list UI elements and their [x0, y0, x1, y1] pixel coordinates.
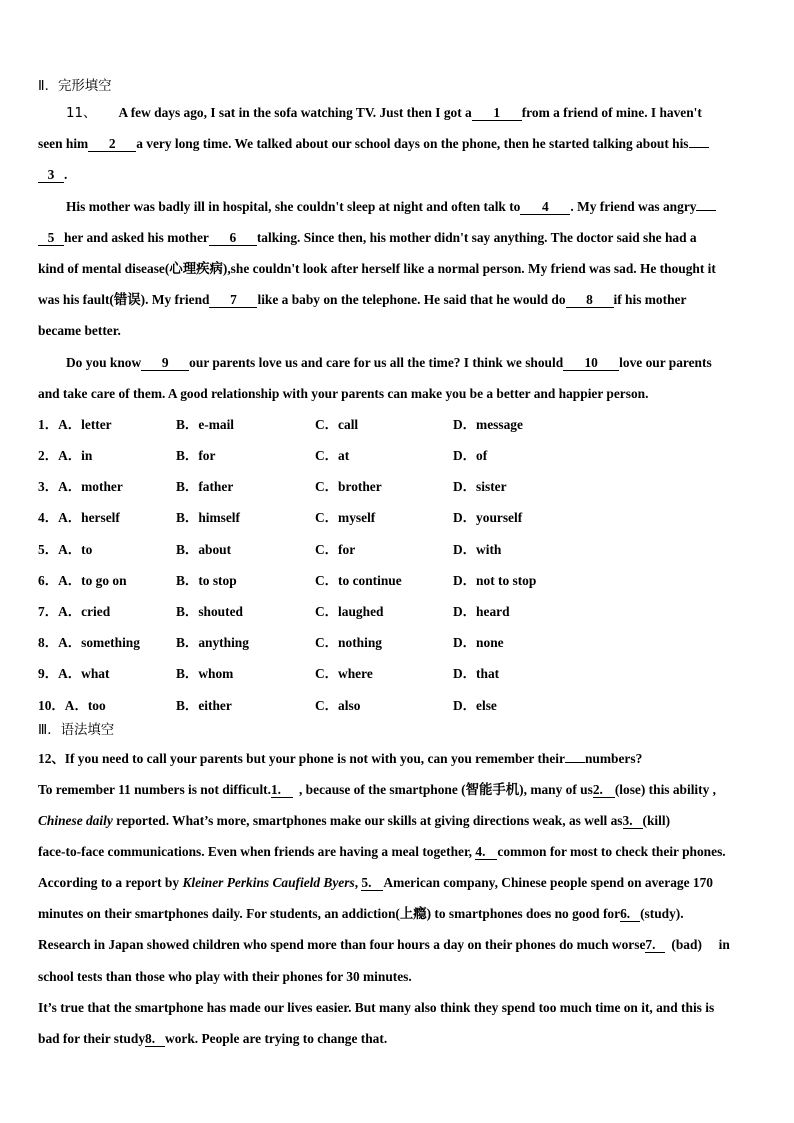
worksheet-page: Ⅱ．完形填空 11、 A few days ago, I sat in the sofa watching TV. Just then I got a 1 from a friend of mine. I haven't seen him 2 a very long time. We talked about our school days on the phone, then he started talking about his 3 . His mother was badly ill in hospital, she couldn't sleep at night and often talk to 4 . My friend was angry 5 her and asked his mother 6 talking. Since then, his mother didn't say anything. The doctor said she had a kind of mental disease(心理疾病),she couldn't look after herself like a normal person. My friend was sad. He thought it was his fault(错误). My friend 7 like a baby on the telephone. He said that he would do 8 if his mother became better. Do you know 9 our parents love us and care for us all the time? I think we should 10 love our parents and take care of them. A good relationship with your parents can make you be a better and happier person. 1．A．letter B．e-mail C．call D．message 2．A．in B．for C．at D．of 3．A．mother B．father C．brother D．sister 4．A．herself B．himself C．myself D．yourself 5．A．to B．about C．for D．with 6．A．to go on B．to stop C．to continue D．not to stop 7．A．cried B．shouted C．laughed D．heard 8．A．something B．anything C．nothing D．none 9．A．what B．whom C．where D．that 10．A．too B．either C．also D．else Ⅲ．语法填空 12、If you need to call your parents but your phone is not with you, can you remember their numbers? To remember 11 numbers is not difficult.1. , because of the smartphone (智能手机), many of us2. (lose) this ability , Chinese daily reported. What’s more, smartphones make our skills at giving directions weak, as well as3. (kill) face-to-face communications. Even when friends are having a meal together, 4. common for most to check their phones. According to a report by Kleiner Perkins Caufield Byers, 5. American company, Chinese people spend on average 170 minutes on their smartphones daily. For students, an addiction(上瘾) to smartphones does no good for6. (study). Research in Japan showed children who spend more than four hours a day on their phones do much worse7. (bad) in school tests than those who play with their phones for 30 minutes. It’s true that the smartphone has made our lives easier. But many also think they spend too much time on it, and this is bad for their study8. work. People are trying to change that. [38, 79, 730, 1046]
option-d[interactable]: D．none [453, 635, 504, 650]
option-b[interactable]: B．himself [176, 510, 240, 525]
grammar-blank-1[interactable]: 1. [271, 782, 293, 798]
option-c[interactable]: C．also [315, 698, 361, 713]
passage-line: 12、If you need to call your parents but your phone is not with you, can you remember their numbers? [38, 751, 643, 766]
passage-line: was his fault(错误). My friend 7 like a baby on the telephone. He said that he would do 8 if his mother [38, 292, 687, 307]
grammar-blank-8[interactable]: 8. [145, 1031, 165, 1047]
option-d[interactable]: D．of [453, 448, 488, 463]
blank-intro[interactable] [565, 762, 585, 763]
grammar-blank-2[interactable]: 2. [593, 782, 615, 798]
blank-5-start[interactable] [696, 210, 716, 211]
option-c[interactable]: C．to continue [315, 573, 402, 588]
option-d[interactable]: D．else [453, 698, 497, 713]
option-d[interactable]: D．message [453, 417, 523, 432]
passage-line: minutes on their smartphones daily. For students, an addiction(上瘾) to smartphones does no good for6. (study). [38, 906, 684, 921]
option-c[interactable]: C．laughed [315, 604, 384, 619]
passage-line: It’s true that the smartphone has made our lives easier. But many also think they spend too much time on it, and this is [38, 1000, 715, 1015]
passage-line: kind of mental disease(心理疾病),she couldn't look after herself like a normal person. My friend was sad. He thought it [38, 261, 716, 276]
option-c[interactable]: C．at [315, 448, 350, 463]
section-2-heading: Ⅱ．完形填空 [38, 79, 112, 94]
option-d[interactable]: D．not to stop [453, 573, 537, 588]
grammar-blank-5[interactable]: 5. [361, 875, 383, 891]
option-b[interactable]: B．whom [176, 666, 234, 681]
blank-7[interactable]: 7 [209, 292, 257, 308]
blank-4[interactable]: 4 [520, 199, 570, 215]
option-c[interactable]: C．call [315, 417, 359, 432]
blank-5[interactable]: 5 [38, 230, 64, 246]
passage-line: 5 her and asked his mother 6 talking. Since then, his mother didn't say anything. The doctor said she had a [38, 229, 697, 247]
grammar-blank-6[interactable]: 6. [620, 906, 640, 922]
option-d[interactable]: D．sister [453, 479, 507, 494]
blank-2[interactable]: 2 [88, 136, 136, 152]
blank-8[interactable]: 8 [566, 292, 614, 308]
option-a[interactable]: A．herself [58, 510, 120, 525]
passage-line: seen him 2 a very long time. We talked about our school days on the phone, then he started talking about his [38, 135, 709, 153]
option-c[interactable]: C．nothing [315, 635, 382, 650]
passage-line: His mother was badly ill in hospital, she couldn't sleep at night and often talk to 4 . My friend was angry [66, 198, 716, 216]
passage-line: face-to-face communications. Even when friends are having a meal together, 4. common for most to check their phones. [38, 844, 726, 859]
passage-line: bad for their study8. work. People are trying to change that. [38, 1031, 388, 1046]
passage-line: To remember 11 numbers is not difficult.1. , because of the smartphone (智能手机), many of us2. (lose) this ability , [38, 782, 717, 797]
blank-10[interactable]: 10 [563, 355, 619, 371]
option-b[interactable]: B．about [176, 542, 232, 557]
passage-line: 3 . [38, 166, 67, 184]
option-b[interactable]: B．either [176, 698, 232, 713]
option-a[interactable]: A．something [58, 635, 140, 650]
option-a[interactable]: A．in [58, 448, 93, 463]
question-number: 11、 [66, 106, 97, 121]
section-3-heading: Ⅲ．语法填空 [38, 723, 115, 738]
passage-line: Do you know 9 our parents love us and care for us all the time? I think we should 10 love our parents [66, 355, 712, 370]
passage-line: Research in Japan showed children who spend more than four hours a day on their phones do much worse7. (bad) in [38, 937, 730, 952]
option-d[interactable]: D．that [453, 666, 500, 681]
passage-line: and take care of them. A good relationship with your parents can make you be a better and happier person. [38, 386, 649, 401]
grammar-blank-3[interactable]: 3. [623, 813, 643, 829]
passage-line: school tests than those who play with their phones for 30 minutes. [38, 969, 412, 984]
option-a[interactable]: A．to [58, 542, 93, 557]
option-d[interactable]: D．with [453, 542, 502, 557]
option-b[interactable]: B．anything [176, 635, 249, 650]
option-a[interactable]: A．what [58, 666, 110, 681]
option-a[interactable]: A．cried [58, 604, 111, 619]
option-d[interactable]: D．yourself [453, 510, 523, 525]
option-c[interactable]: C．myself [315, 510, 376, 525]
blank-1[interactable]: 1 [472, 105, 522, 121]
option-c[interactable]: C．brother [315, 479, 382, 494]
option-a[interactable]: A．to go on [58, 573, 127, 588]
option-b[interactable]: B．to stop [176, 573, 237, 588]
blank-9[interactable]: 9 [141, 355, 189, 371]
option-b[interactable]: B．father [176, 479, 234, 494]
blank-6[interactable]: 6 [209, 230, 257, 246]
passage-line: Chinese daily reported. What’s more, smartphones make our skills at giving directions weak, as well as3. (kill) [38, 813, 671, 828]
option-a[interactable]: A．letter [58, 417, 112, 432]
option-b[interactable]: B．e-mail [176, 417, 235, 432]
option-a[interactable]: A．too [64, 698, 106, 713]
grammar-blank-7[interactable]: 7. [645, 937, 665, 953]
option-b[interactable]: B．shouted [176, 604, 243, 619]
blank-3-start[interactable] [689, 147, 709, 148]
option-d[interactable]: D．heard [453, 604, 510, 619]
option-c[interactable]: C．where [315, 666, 373, 681]
passage-line: 11、 A few days ago, I sat in the sofa watching TV. Just then I got a 1 from a friend of mine. I haven't [66, 105, 702, 121]
blank-3[interactable]: 3 [38, 167, 64, 183]
option-a[interactable]: A．mother [58, 479, 123, 494]
option-b[interactable]: B．for [176, 448, 216, 463]
passage-line: According to a report by Kleiner Perkins Caufield Byers, 5. American company, Chinese people spend on average 170 [38, 875, 713, 890]
grammar-blank-4[interactable]: 4. [475, 844, 497, 860]
option-c[interactable]: C．for [315, 542, 356, 557]
passage-line: became better. [38, 323, 121, 338]
